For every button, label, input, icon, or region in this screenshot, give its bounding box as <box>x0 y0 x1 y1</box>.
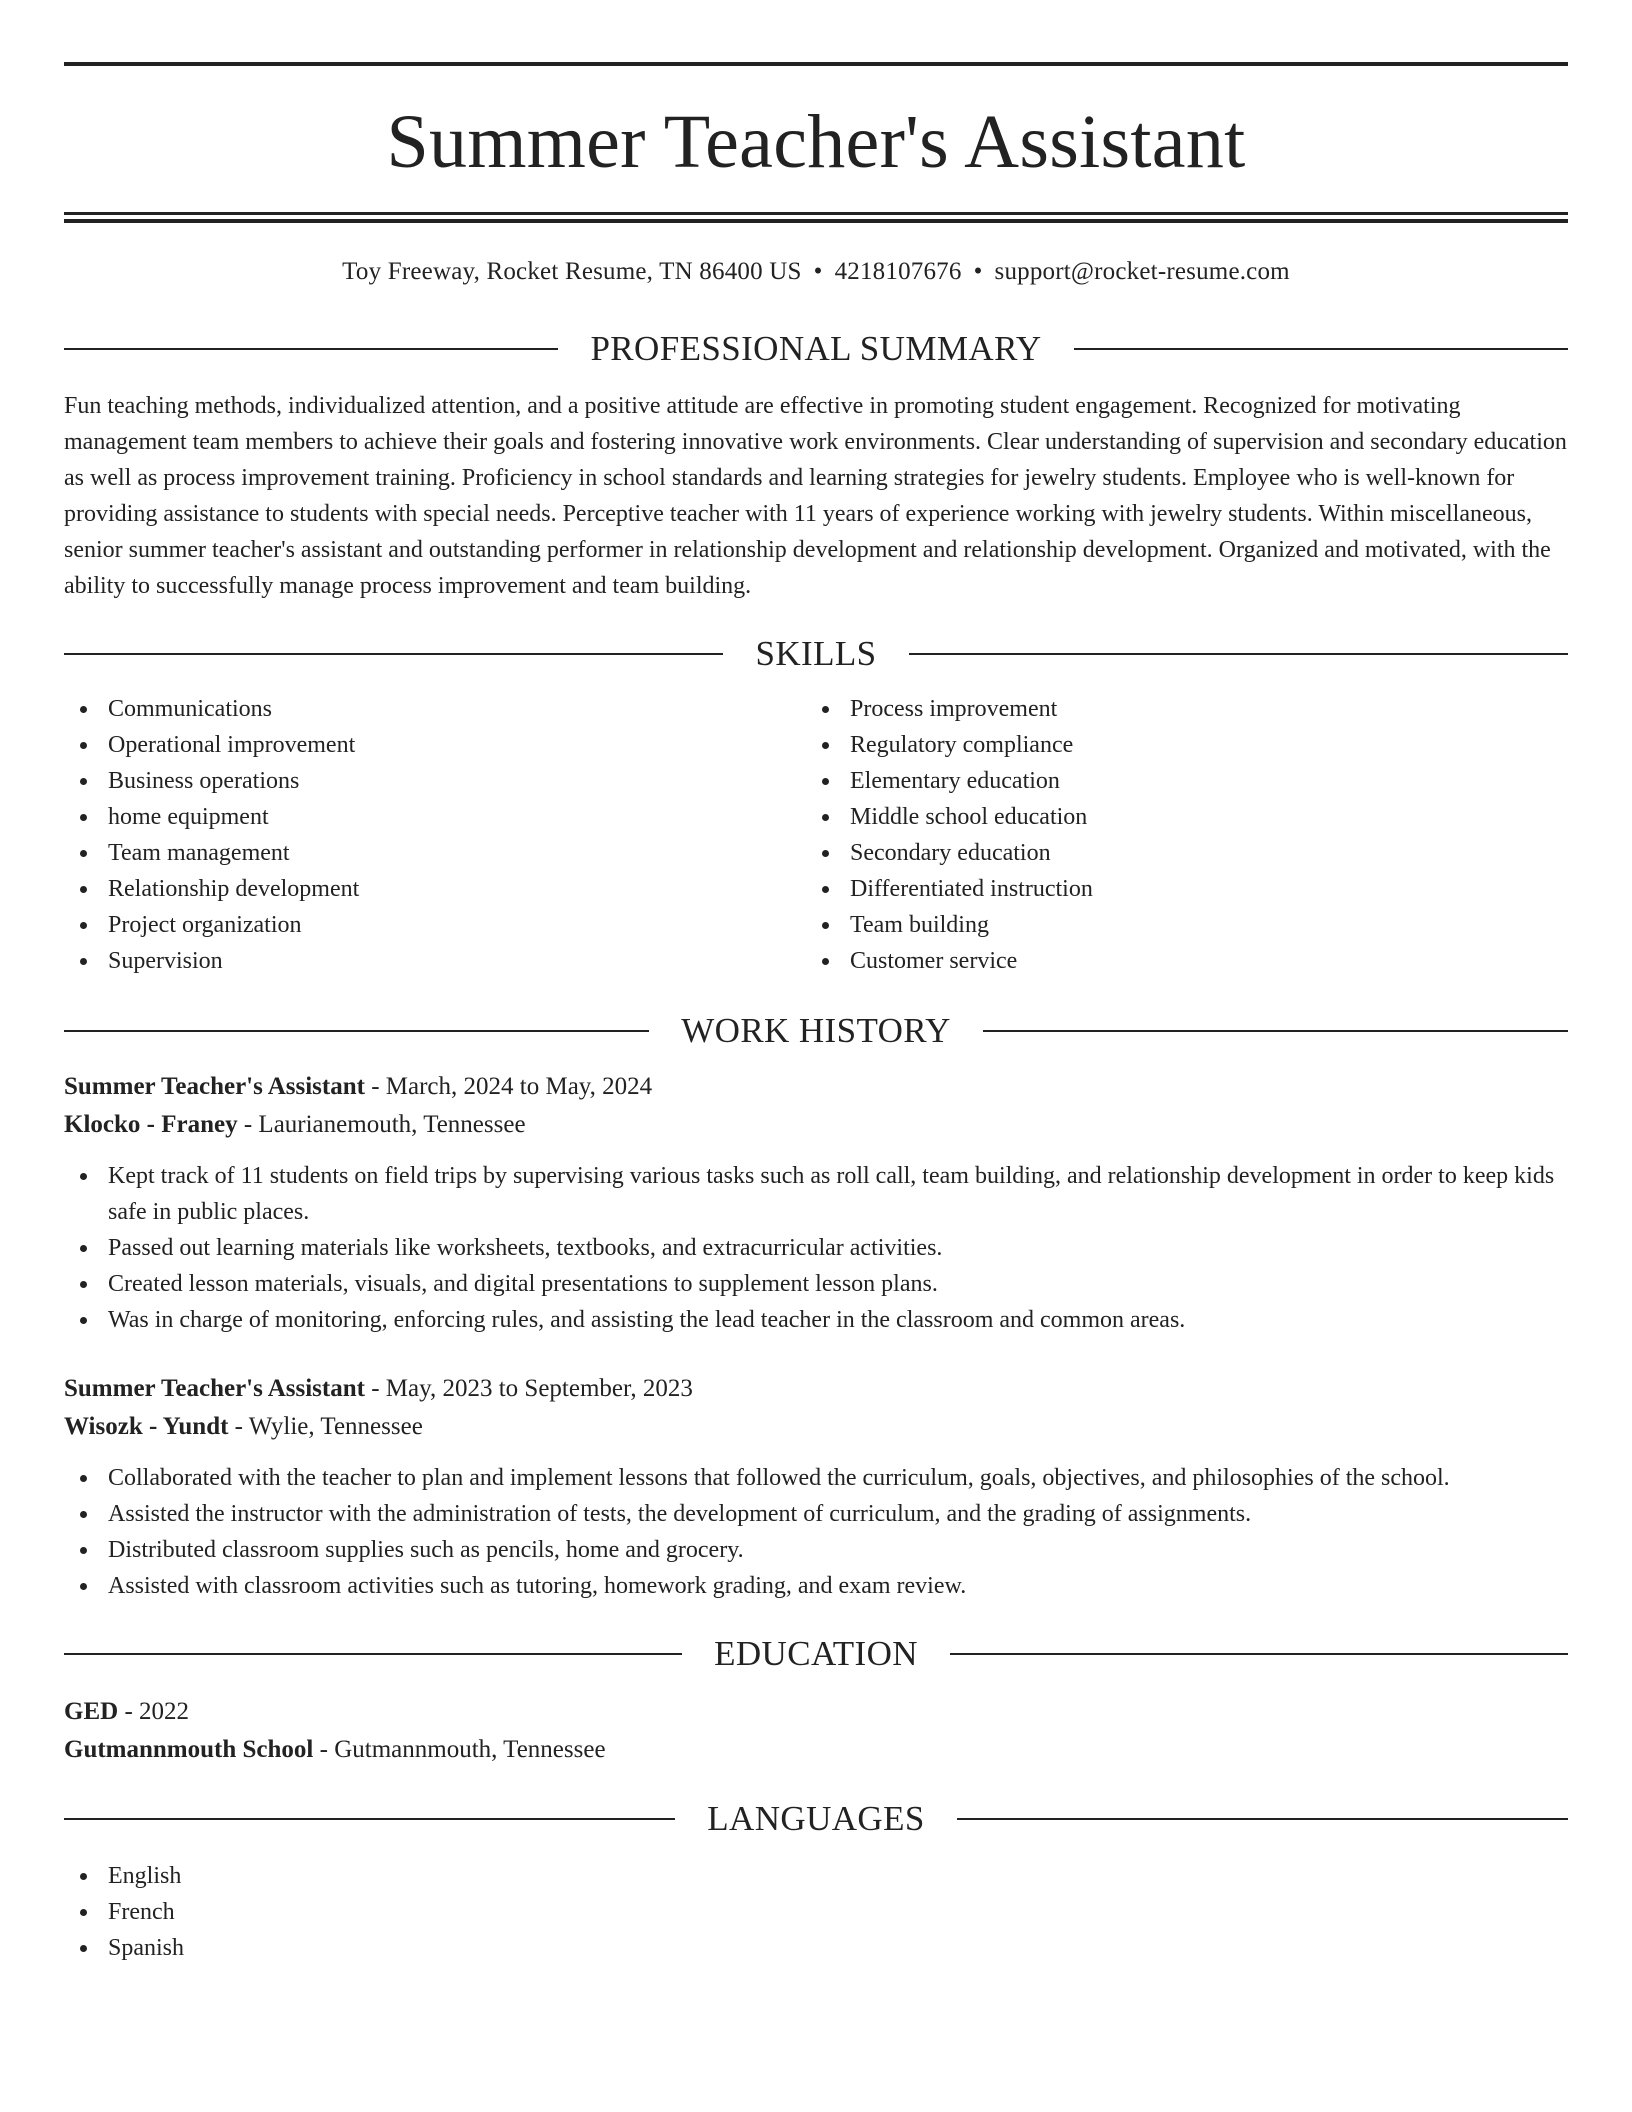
list-item: French <box>64 1894 1568 1930</box>
job-entry <box>64 1068 1568 1338</box>
section-title: PROFESSIONAL SUMMARY <box>590 329 1042 368</box>
list-item: Collaborated with the teacher to plan and implement lessons that followed the curriculum, goals, objectives, and philosophies of the school. <box>64 1460 1568 1496</box>
education-school-line <box>64 1731 1568 1769</box>
contact-address: Toy Freeway, Rocket Resume, TN 86400 US <box>342 258 802 285</box>
skills-column-left <box>64 691 806 979</box>
contact-separator: • <box>973 258 983 285</box>
section-heading-summary <box>64 331 1568 366</box>
contact-phone: 4218107676 <box>834 258 962 285</box>
contact-line <box>64 257 1568 287</box>
list-item: Was in charge of monitoring, enforcing rules, and assisting the lead teacher in the classroom and common areas. <box>64 1302 1568 1338</box>
job-title-line <box>64 1068 1568 1106</box>
education-degree-line <box>64 1693 1568 1731</box>
job-title-line <box>64 1370 1568 1408</box>
contact-email: support@rocket-resume.com <box>994 258 1290 285</box>
section-title: SKILLS <box>755 634 877 673</box>
list-item: Team management <box>64 835 806 871</box>
heading-rule <box>983 1030 1568 1032</box>
contact-separator: • <box>813 258 823 285</box>
education-year: - 2022 <box>124 1698 190 1725</box>
job-location: - Laurianemouth, Tennessee <box>243 1111 526 1138</box>
list-item: Assisted with classroom activities such as tutoring, homework grading, and exam review. <box>64 1568 1568 1604</box>
list-item: Passed out learning materials like worksheets, textbooks, and extracurricular activities. <box>64 1230 1568 1266</box>
list-item: Customer service <box>806 943 1548 979</box>
skills-list <box>64 691 1568 979</box>
list-item: Differentiated instruction <box>806 871 1548 907</box>
section-heading-education <box>64 1636 1568 1671</box>
job-entry <box>64 1370 1568 1604</box>
list-item: Regulatory compliance <box>806 727 1548 763</box>
job-location: - Wylie, Tennessee <box>234 1413 423 1440</box>
job-dates: - May, 2023 to September, 2023 <box>371 1375 693 1402</box>
summary-text: Fun teaching methods, individualized attention, and a positive attitude are effective in promoting student engagement. Recognized for motivating management team members to achieve their goals and fostering innovative work environments. Clear understanding of supervision and secondary education as well as process improvement training. Proficiency in school standards and learning strategies for jewelry students. Employee who is well-known for providing assistance to students with special needs. Perceptive teacher with 11 years of experience working with jewelry students. Within miscellaneous, senior summer teacher's assistant and outstanding performer in relationship development and relationship development. Organized and motivated, with the ability to successfully manage process improvement and team building. <box>64 393 1567 599</box>
section-heading-work-history <box>64 1013 1568 1048</box>
heading-rule <box>64 1818 675 1820</box>
title-double-rule <box>64 212 1568 223</box>
list-item: Operational improvement <box>64 727 806 763</box>
job-bullets <box>64 1460 1568 1604</box>
heading-rule <box>957 1818 1568 1820</box>
list-item: Middle school education <box>806 799 1548 835</box>
resume-title: Summer Teacher's Assistant <box>386 100 1246 184</box>
job-title: Summer Teacher's Assistant <box>64 1375 365 1402</box>
section-heading-skills <box>64 636 1568 671</box>
heading-rule <box>64 348 558 350</box>
list-item: Assisted the instructor with the administration of tests, the development of curriculum, and the grading of assignments. <box>64 1496 1568 1532</box>
list-item: Kept track of 11 students on field trips by supervising various tasks such as roll call, team building, and relationship development in order to keep kids safe in public places. <box>64 1158 1568 1230</box>
job-company: Wisozk - Yundt <box>64 1413 229 1440</box>
job-bullets <box>64 1158 1568 1338</box>
heading-rule <box>64 1030 649 1032</box>
education-location: - Gutmannmouth, Tennessee <box>319 1736 606 1763</box>
heading-rule <box>1074 348 1568 350</box>
list-item: Supervision <box>64 943 806 979</box>
job-company: Klocko - Franey <box>64 1111 238 1138</box>
list-item: Created lesson materials, visuals, and digital presentations to supplement lesson plans. <box>64 1266 1568 1302</box>
list-item: Relationship development <box>64 871 806 907</box>
list-item: Process improvement <box>806 691 1548 727</box>
list-item: home equipment <box>64 799 806 835</box>
job-company-line <box>64 1408 1568 1446</box>
list-item: Communications <box>64 691 806 727</box>
heading-rule <box>64 1653 682 1655</box>
list-item: Elementary education <box>806 763 1548 799</box>
list-item: Distributed classroom supplies such as pencils, home and grocery. <box>64 1532 1568 1568</box>
skills-column-right <box>806 691 1548 979</box>
education-entry <box>64 1693 1568 1769</box>
list-item: Team building <box>806 907 1548 943</box>
top-rule <box>64 62 1568 66</box>
section-title: WORK HISTORY <box>681 1011 951 1050</box>
job-title: Summer Teacher's Assistant <box>64 1073 365 1100</box>
job-company-line <box>64 1106 1568 1144</box>
job-dates: - March, 2024 to May, 2024 <box>371 1073 653 1100</box>
list-item: Secondary education <box>806 835 1548 871</box>
heading-rule <box>909 653 1568 655</box>
list-item: Project organization <box>64 907 806 943</box>
education-school: Gutmannmouth School <box>64 1736 314 1763</box>
languages-list <box>64 1858 1568 1966</box>
section-title: EDUCATION <box>714 1634 918 1673</box>
list-item: Spanish <box>64 1930 1568 1966</box>
list-item: Business operations <box>64 763 806 799</box>
section-heading-languages <box>64 1801 1568 1836</box>
heading-rule <box>950 1653 1568 1655</box>
heading-rule <box>64 653 723 655</box>
list-item: English <box>64 1858 1568 1894</box>
education-degree: GED <box>64 1698 119 1725</box>
section-title: LANGUAGES <box>707 1799 925 1838</box>
